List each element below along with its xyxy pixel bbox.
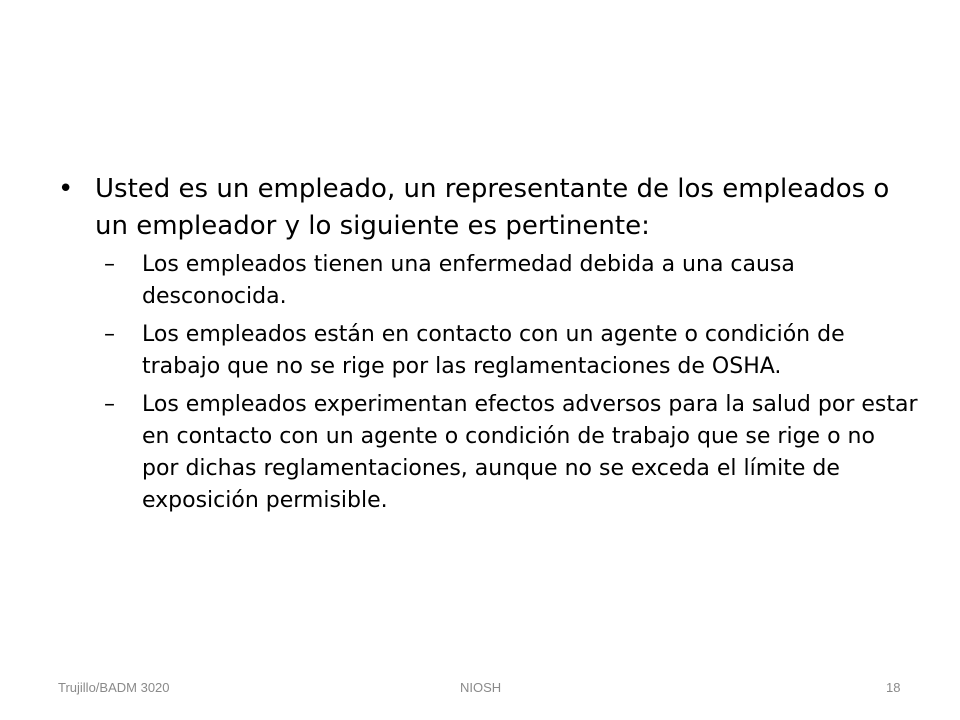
sub-bullet-item	[58, 249, 918, 313]
dash-marker: –	[104, 322, 115, 347]
sub-bullet-list	[58, 249, 918, 517]
slide-body	[58, 171, 918, 523]
sub-bullet-text: Los empleados experimentan efectos adversos para la salud por estar en contacto con un agente o condición de trabajo que se rige o no por dichas reglamentaciones, aunque no se exceda el límite de exposición permisible.	[142, 392, 918, 513]
slide-page-number: 18	[886, 680, 901, 695]
main-bullet-text: Usted es un empleado, un representante de los empleados o un empleador y lo siguiente es pertinente:	[95, 174, 890, 241]
footer-course-label: Trujillo/BADM 3020	[58, 680, 170, 695]
main-bullet	[58, 171, 918, 245]
footer-center-label: NIOSH	[460, 680, 502, 695]
sub-bullet-text: Los empleados tienen una enfermedad debida a una causa desconocida.	[142, 252, 795, 309]
dash-marker: –	[104, 392, 115, 417]
bullet-marker: •	[58, 174, 74, 204]
sub-bullet-text: Los empleados están en contacto con un agente o condición de trabajo que no se rige por las reglamentaciones de OSHA.	[142, 322, 845, 379]
sub-bullet-item	[58, 319, 918, 383]
dash-marker: –	[104, 252, 115, 277]
sub-bullet-item	[58, 389, 918, 517]
